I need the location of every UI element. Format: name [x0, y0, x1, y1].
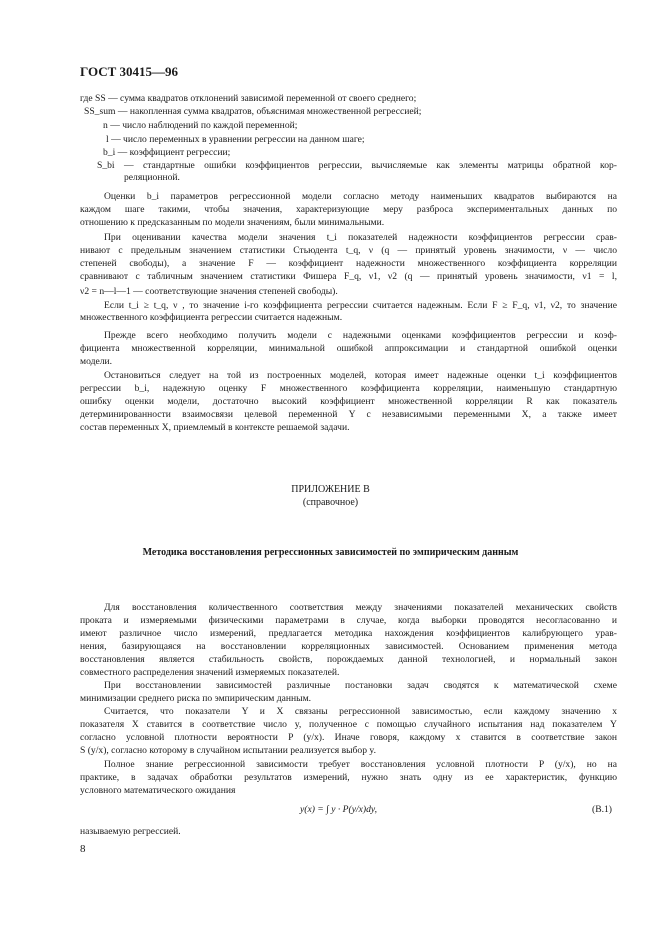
text-line: согласно условной плотности вероятности P (y/x). Иначе говоря, каждому x ставится в соответствие закон — [80, 732, 617, 743]
text-line: совместного распределения значений измеряемых показателей. — [80, 667, 340, 678]
legend-line: l — число переменных в уравнении регрессии на данном шаге; — [106, 134, 365, 145]
text-line: Считается, что показатели Y и X связаны регрессионной зависимостью, если каждому значению x — [104, 706, 617, 717]
text-line: сравнивают с табличным значением статистики Фишера F_q, ν1, ν2 (q — принятый уровень значимости, ν1 = l, — [80, 271, 617, 282]
text-line: нения, базирующаяся на восстановлении корреляционных зависимостей. Основанием применения метода — [80, 641, 617, 652]
page-number: 8 — [80, 843, 86, 855]
text-line: состав переменных X, приемлемый в контексте решаемой задачи. — [80, 422, 350, 433]
text-line: фициента множественной корреляции, минимальной ошибкой аппроксимации и стандартной ошибкой оценки — [80, 343, 617, 354]
text-line: Полное знание регрессионной зависимости требует восстановления условной плотности P (y/x), но на — [104, 759, 617, 770]
text-line: практике, в задачах обработки результатов измерений, нужно знать одну из ее характеристик, функцию — [80, 772, 617, 783]
text-line: Остановиться следует на той из построенных моделей, которая имеет надежные оценки t_i коэффициентов — [104, 370, 617, 381]
document-header: ГОСТ 30415—96 — [80, 64, 179, 79]
legend-line: S_bi — стандартные ошибки коэффициентов регрессии, вычисляемые как элементы матрицы обратной кор- — [97, 160, 617, 171]
text-line: При оценивании качества модели значения t_i показателей надежности коэффициентов регрессии срав- — [104, 232, 617, 243]
appendix-type: (справочное) — [302, 497, 359, 508]
legend-line: где SS — сумма квадратов отклонений зависимой переменной от своего среднего; — [80, 93, 417, 104]
legend-line: реляционной. — [124, 172, 180, 183]
text-line: множественного коэффициента регрессии считается надежным. — [80, 312, 343, 323]
text-line: При восстановлении зависимостей различные постановки задач сводятся к математической схеме — [104, 680, 617, 691]
text-line: Если t_i ≥ t_q, ν , то значение i-го коэффициента регрессии считается надежным. Если F ≥ F_q, ν1, ν2, то значение — [104, 300, 617, 311]
text-line: отношению к предсказанным по модели значениям, были минимальными. — [80, 217, 385, 228]
text-line: детерминированности взаимосвязи целевой переменной Y с независимыми переменными X, а также имеет — [80, 409, 617, 420]
text-line: имеют различное число измерений, предлагается методика нахождения коэффициентов калибрующего урав- — [80, 628, 617, 639]
appendix-title: Методика восстановления регрессионных зависимостей по эмпирическим данным — [142, 547, 519, 558]
text-line: Для восстановления количественного соответствия между значениями показателей механических свойств — [104, 602, 617, 613]
legend-line: b_i — коэффициент регрессии; — [103, 147, 231, 158]
appendix-name: ПРИЛОЖЕНИЕ В — [291, 484, 370, 495]
text-line: восстановления является стабильность свойств, порождаемых данной технологией, и нормальный закон — [80, 654, 617, 665]
legend-line: n — число наблюдений по каждой переменной; — [103, 120, 298, 131]
text-line: регрессии b_i, надежную оценку F множественного коэффициента корреляции, наименьшую стандартную — [80, 383, 617, 394]
text-line: степеней свободы), а значение F — коэффициент надежности множественного коэффициента корреляции — [80, 258, 617, 269]
equation-number: (В.1) — [592, 804, 612, 815]
text-line: показателя X ставится в соответствие число y, полученное с помощью случайного испытания над показателем Y — [80, 719, 617, 730]
text-line: минимизации среднего риска по эмпирическим данным. — [80, 693, 312, 704]
equation-formula: y(x) = ∫ y · P(y/x)dy, — [300, 804, 378, 815]
text-line: S (y/x), согласно которому в случайном испытании реализуется выбор y. — [80, 745, 376, 756]
text-line: проката и измеряемыми физическими параметрами в случае, когда выборки проводятся несогласованно и — [80, 615, 617, 626]
text-line: ν2 = n—l—1 — соответствующие значения степеней свободы). — [80, 286, 338, 297]
text-line: Прежде всего необходимо получить модели с надежными оценками коэффициентов регрессии и коэф- — [104, 330, 617, 341]
text-line: условного математического ожидания — [80, 785, 236, 796]
text-line: нивают с предельным значением статистики Стьюдента t_q, ν (q — принятый уровень значимости, ν — число — [80, 245, 617, 256]
text-line: модели. — [80, 356, 113, 367]
text-line: ошибку оценки модели, достаточно высокий коэффициент множественной корреляции R как показатель — [80, 396, 617, 407]
text-line: каждом шаге такими, чтобы значения, характеризующие меру разброса экспериментальных данных по — [80, 204, 617, 215]
text-line: называемую регрессией. — [80, 826, 181, 837]
legend-line: SS_sum — накопленная сумма квадратов, объяснимая множественной регрессией; — [84, 106, 422, 117]
text-line: Оценки b_i параметров регрессионной модели согласно методу наименьших квадратов выбираются на — [104, 191, 617, 202]
